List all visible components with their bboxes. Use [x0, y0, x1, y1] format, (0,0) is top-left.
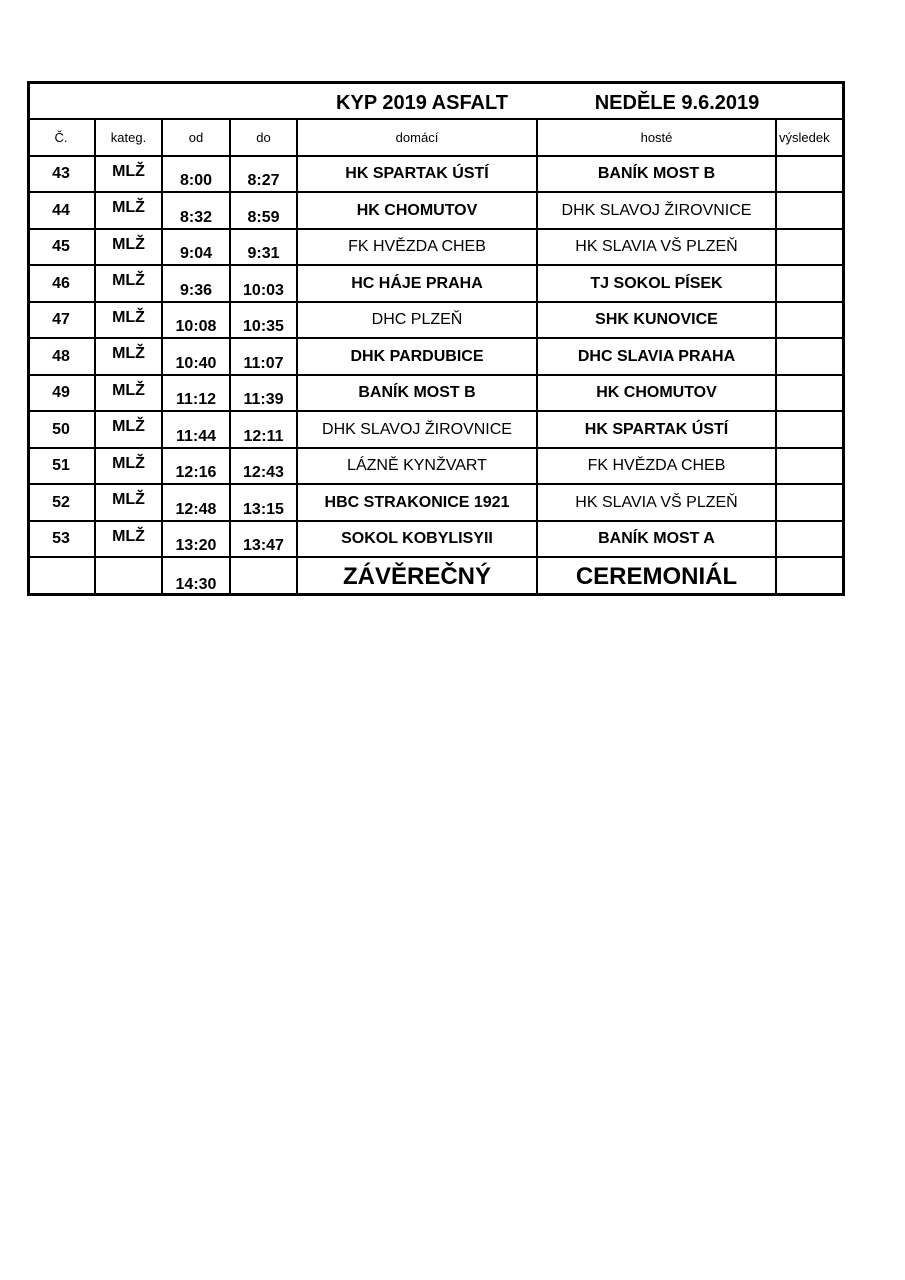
away-team: HK SPARTAK ÚSTÍ	[584, 420, 729, 438]
match-category: MLŽ	[112, 491, 145, 508]
away-team: BANÍK MOST A	[598, 530, 715, 547]
closing-time: 14:30	[175, 576, 217, 593]
match-start-time: 10:40	[175, 355, 217, 372]
match-start-time: 8:00	[179, 172, 213, 189]
home-team: BANÍK MOST B	[358, 384, 476, 401]
match-number: 46	[52, 274, 70, 292]
schedule-table	[27, 81, 845, 596]
closing-label-right: CEREMONIÁL	[575, 562, 738, 590]
away-team: BANÍK MOST B	[597, 165, 716, 182]
home-team: HC HÁJE PRAHA	[351, 274, 483, 292]
match-start-time: 9:36	[179, 282, 213, 299]
match-category: MLŽ	[112, 236, 145, 253]
match-category: MLŽ	[112, 163, 145, 180]
away-team: SHK KUNOVICE	[595, 311, 718, 328]
match-start-time: 12:16	[175, 464, 217, 481]
match-category: MLŽ	[112, 309, 145, 326]
match-end-time: 12:11	[243, 428, 284, 445]
match-number: 48	[52, 347, 70, 365]
match-number: 50	[52, 420, 70, 438]
match-result	[776, 484, 845, 521]
match-number: 52	[52, 493, 70, 511]
match-number: 51	[52, 457, 70, 474]
header-home: domácí	[395, 130, 439, 145]
match-category: MLŽ	[112, 418, 145, 435]
header-from: od	[188, 130, 204, 145]
away-team: DHC SLAVIA PRAHA	[577, 347, 736, 365]
header-to: do	[256, 130, 271, 145]
match-result	[776, 338, 845, 375]
match-end-time: 13:47	[243, 537, 284, 554]
match-start-time: 8:32	[179, 209, 213, 226]
match-end-time: 10:03	[243, 282, 284, 299]
match-start-time: 10:08	[175, 318, 217, 335]
closing-label-left: ZÁVĚREČNÝ	[342, 562, 492, 590]
header-away: hosté	[640, 130, 673, 145]
match-result	[776, 521, 845, 557]
match-end-time: 12:43	[243, 464, 284, 481]
home-team: DHK PARDUBICE	[350, 347, 484, 365]
match-result	[776, 375, 845, 411]
match-result	[776, 229, 845, 265]
home-team: DHC PLZEŇ	[371, 311, 463, 328]
away-team: TJ SOKOL PÍSEK	[590, 274, 723, 292]
match-category: MLŽ	[112, 272, 145, 289]
home-team: LÁZNĚ KYNŽVART	[347, 457, 487, 474]
match-number: 44	[52, 201, 70, 219]
match-result	[776, 192, 845, 229]
match-result	[776, 265, 845, 302]
match-number: 47	[52, 311, 70, 328]
match-end-time: 11:07	[243, 355, 284, 372]
match-start-time: 12:48	[175, 501, 217, 518]
match-number: 45	[52, 238, 70, 255]
match-result	[776, 302, 845, 338]
match-end-time: 13:15	[243, 501, 284, 518]
match-end-time: 9:31	[247, 245, 280, 262]
match-start-time: 11:12	[175, 391, 217, 408]
match-end-time: 10:35	[243, 318, 284, 335]
match-start-time: 9:04	[179, 245, 213, 262]
match-category: MLŽ	[112, 382, 145, 399]
match-category: MLŽ	[112, 455, 145, 472]
home-team: DHK SLAVOJ ŽIROVNICE	[322, 420, 512, 438]
match-end-time: 8:59	[247, 209, 280, 226]
away-team: HK SLAVIA VŠ PLZEŇ	[575, 238, 738, 255]
away-team: FK HVĚZDA CHEB	[587, 457, 726, 474]
match-end-time: 8:27	[247, 172, 280, 189]
match-number: 43	[52, 165, 70, 182]
header-result: výsledek	[779, 130, 830, 145]
date: NEDĚLE 9.6.2019	[594, 91, 760, 114]
away-team: HK CHOMUTOV	[596, 384, 717, 401]
home-team: SOKOL KOBYLISYII	[341, 530, 493, 547]
match-end-time: 11:39	[243, 391, 284, 408]
match-number: 53	[52, 530, 70, 547]
away-team: HK SLAVIA VŠ PLZEŇ	[575, 493, 738, 511]
away-team: DHK SLAVOJ ŽIROVNICE	[561, 201, 752, 219]
match-category: MLŽ	[112, 345, 145, 362]
match-category: MLŽ	[112, 528, 145, 545]
home-team: FK HVĚZDA CHEB	[348, 238, 486, 255]
home-team: HK CHOMUTOV	[356, 201, 478, 219]
match-start-time: 13:20	[175, 537, 217, 554]
match-result	[776, 156, 845, 192]
title: KYP 2019 ASFALT	[336, 91, 508, 114]
match-result	[776, 411, 845, 448]
header-number: Č.	[54, 130, 68, 145]
home-team: HBC STRAKONICE 1921	[324, 493, 510, 511]
match-start-time: 11:44	[175, 428, 217, 445]
header-category: kateg.	[110, 130, 147, 145]
match-number: 49	[52, 384, 70, 401]
home-team: HK SPARTAK ÚSTÍ	[345, 165, 489, 182]
match-category: MLŽ	[112, 199, 145, 216]
match-result	[776, 448, 845, 484]
